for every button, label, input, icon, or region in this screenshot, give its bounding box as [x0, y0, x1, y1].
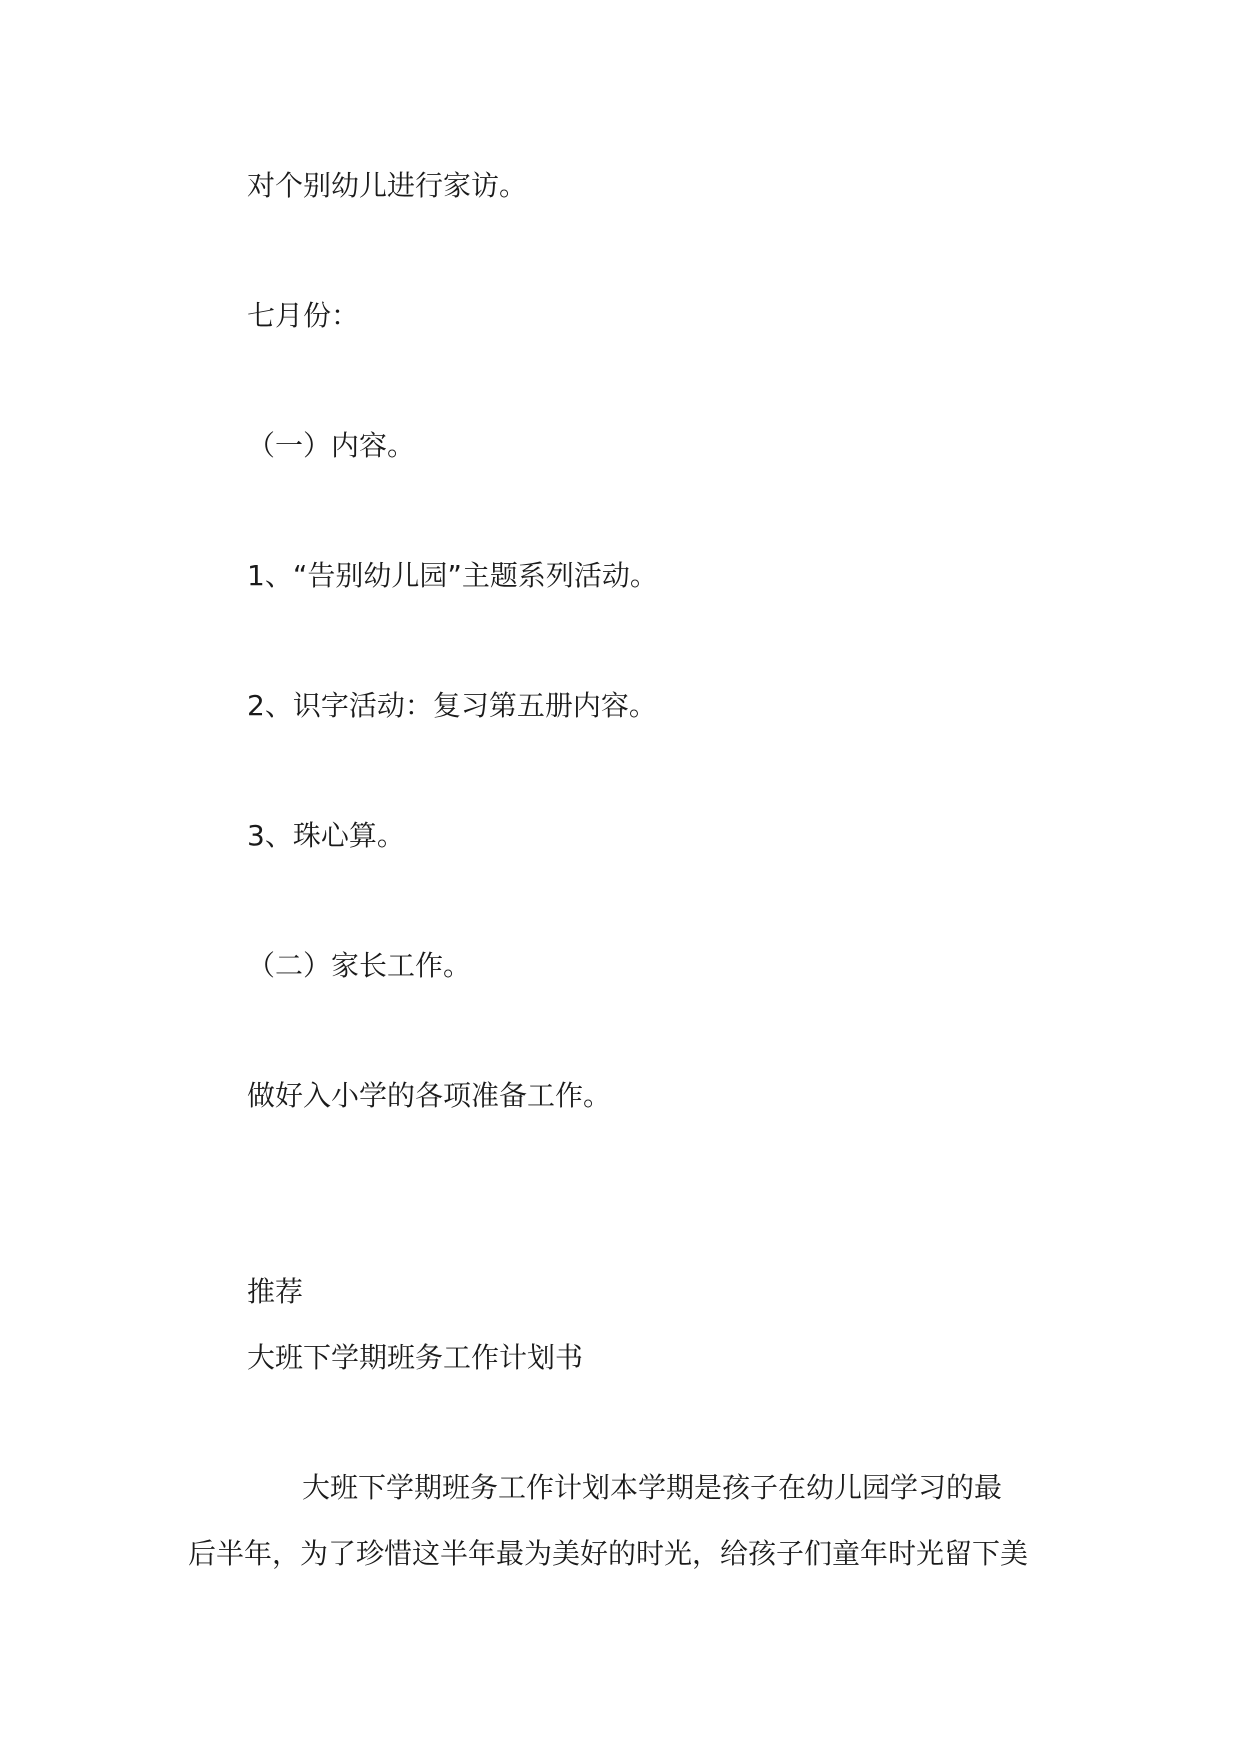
paragraph-line-2: 后半年，为了珍惜这半年最为美好的时光，给孩子们童年时光留下美: [188, 1537, 1029, 1570]
text-line-section-parents: （二）家长工作。: [247, 949, 472, 982]
text-line-july: 七月份：: [247, 299, 360, 332]
text-line-item-3: 3、珠心算。: [247, 819, 405, 852]
text-line-home-visit: 对个别幼儿进行家访。: [247, 169, 528, 202]
recommend-label: 推荐: [247, 1275, 304, 1308]
text-line-preparation: 做好入小学的各项准备工作。: [247, 1079, 612, 1112]
recommend-title: 大班下学期班务工作计划书: [247, 1341, 584, 1374]
text-line-item-1: 1、“告别幼儿园”主题系列活动。: [247, 559, 658, 592]
paragraph-line-1: 大班下学期班务工作计划本学期是孩子在幼儿园学习的最: [302, 1471, 1003, 1504]
text-line-item-2: 2、识字活动：复习第五册内容。: [247, 689, 657, 722]
text-line-section-content: （一）内容。: [247, 429, 416, 462]
